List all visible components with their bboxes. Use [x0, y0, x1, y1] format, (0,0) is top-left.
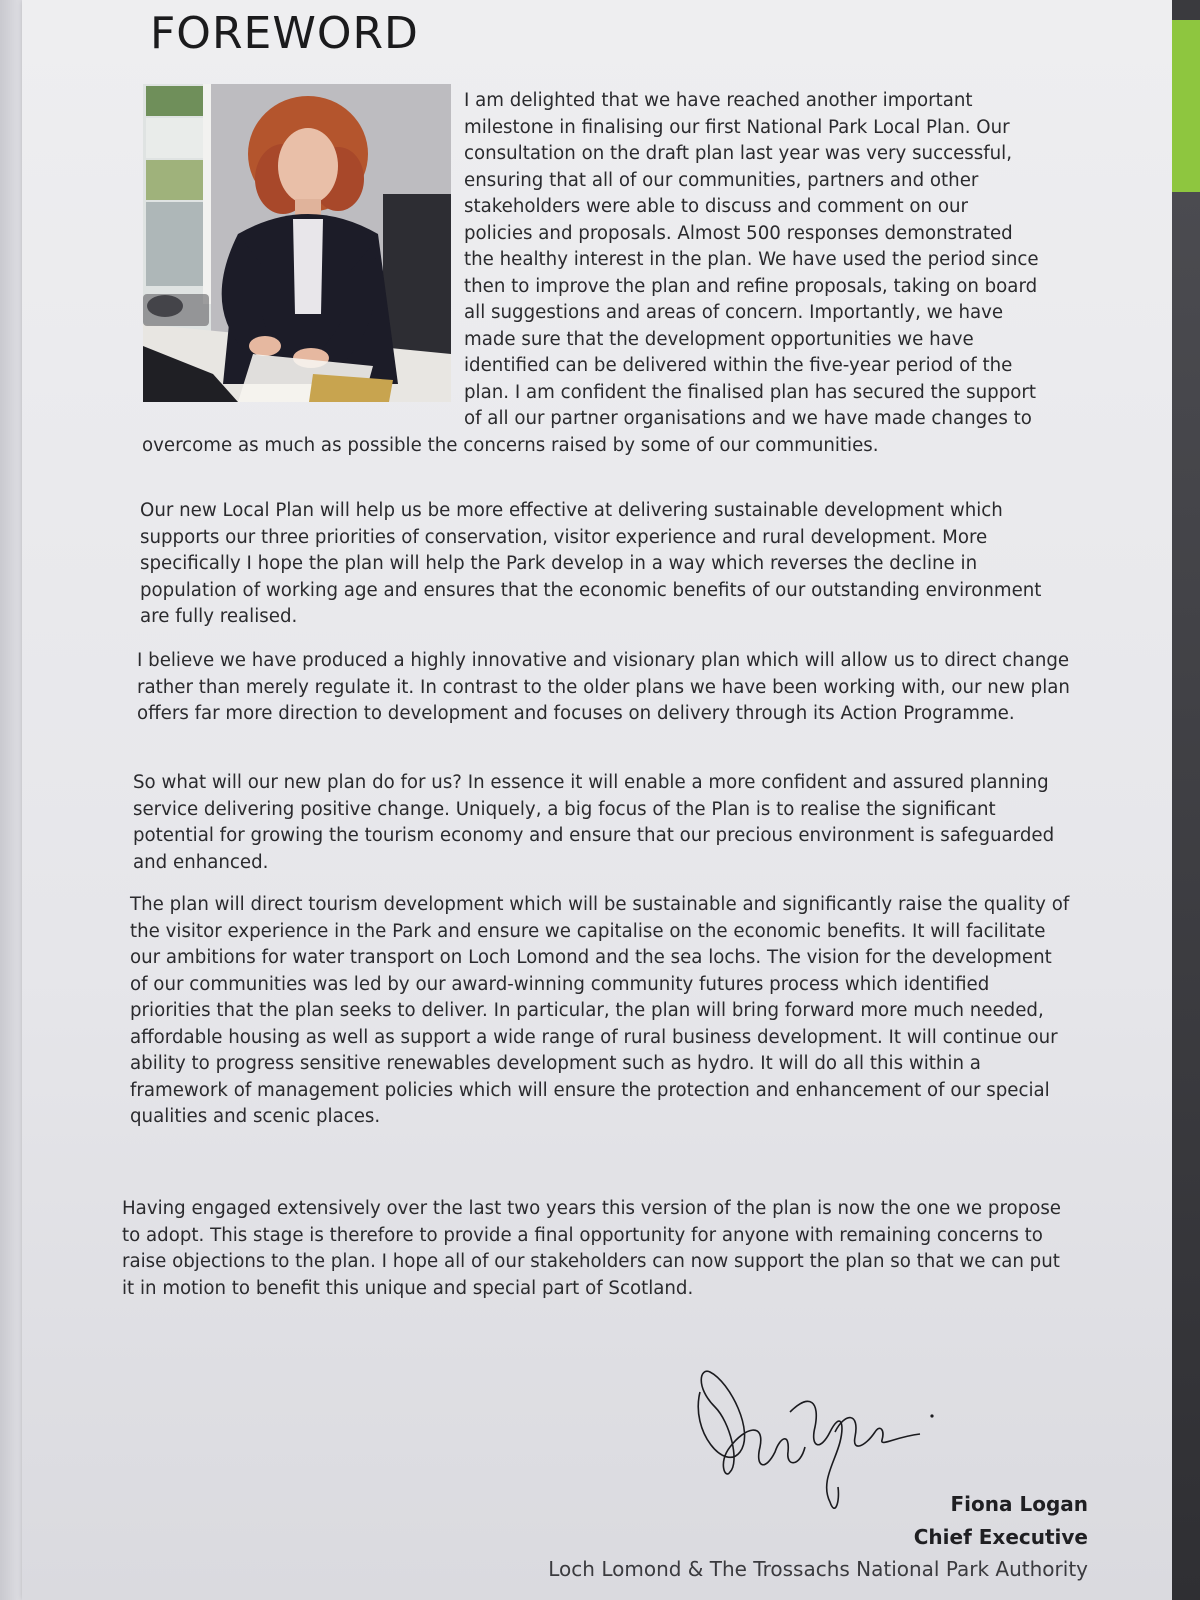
page-title: FOREWORD [150, 8, 419, 59]
foreword-paragraph-6: Having engaged extensively over the last two years this version of the plan is now the one we propose to adopt. This stage is therefore to provide a final opportunity for anyone with remaining concerns to raise objections to the plan. I hope all of our stakeholders can now support the plan so that we can put it in motion to benefit this unique and special part of Scotland. [122, 1198, 1061, 1299]
photo-wrap-spacer [142, 88, 464, 424]
next-page-dark-panel [1172, 192, 1200, 1600]
foreword-paragraph-3: I believe we have produced a highly innovative and visionary plan which will allow us to direct change rather than merely regulate it. In contrast to the older plans we have been working with, our new plan offers far more direction to development and focuses on delivery through its Action Programme. [137, 650, 1070, 724]
handwritten-signature-icon [670, 1352, 940, 1532]
signatory-role: Chief Executive [913, 1525, 1088, 1549]
signatory-organisation: Loch Lomond & The Trossachs National Park Authority [548, 1557, 1088, 1581]
foreword-paragraph-4: So what will our new plan do for us? In essence it will enable a more confident and assured planning service delivering positive change. Uniquely, a big focus of the Plan is to realise the significant potential for growing the tourism economy and ensure that our precious environment is safeguarded and enhanced. [133, 772, 1055, 873]
foreword-paragraph-5: The plan will direct tourism development which will be sustainable and significantly raise the quality of the visitor experience in the Park and ensure we capitalise on the economic benefits. It will facilitate our ambitions for water transport on Loch Lomond and the sea lochs. The vision for the development of our communities was led by our award-winning community futures process which identified priorities that the plan seeks to deliver. In particular, the plan will bring forward more much needed, affordable housing as well as support a wide range of rural business development. It will continue our ability to progress sensitive renewables development such as hydro. It will do all this within a framework of management policies which will ensure the protection and enhancement of our special qualities and scenic places. [130, 894, 1070, 1127]
next-page-green-accent [1172, 20, 1200, 192]
paragraph-1-text: I am delighted that we have reached another important milestone in finalising our first National Park Local Plan. Our consultation on the draft plan last year was very successful, ensuring that all of our communities, partners and other stakeholders were able to discuss and comment on our policies and proposals. Almost 500 responses demonstrated the healthy interest in the plan. We have used the period since then to improve the plan and refine proposals, taking on board all suggestions and areas of concern. Importantly, we have made sure that the development opportunities we have identified can be delivered within the five-year period of the plan. I am confident the finalised plan has secured the support of all our partner organisations and we have made changes to overcome as much as possible the concerns raised by some of our communities. [142, 90, 1039, 456]
foreword-paragraph-2: Our new Local Plan will help us be more effective at delivering sustainable development which supports our three priorities of conservation, visitor experience and rural development. More specifically I hope the plan will help the Park develop in a way which reverses the decline in population of working age and ensures that the economic benefits of our outstanding environment are fully realised. [140, 500, 1042, 627]
signatory-name: Fiona Logan [950, 1492, 1088, 1516]
foreword-paragraph-1 [142, 88, 1042, 459]
